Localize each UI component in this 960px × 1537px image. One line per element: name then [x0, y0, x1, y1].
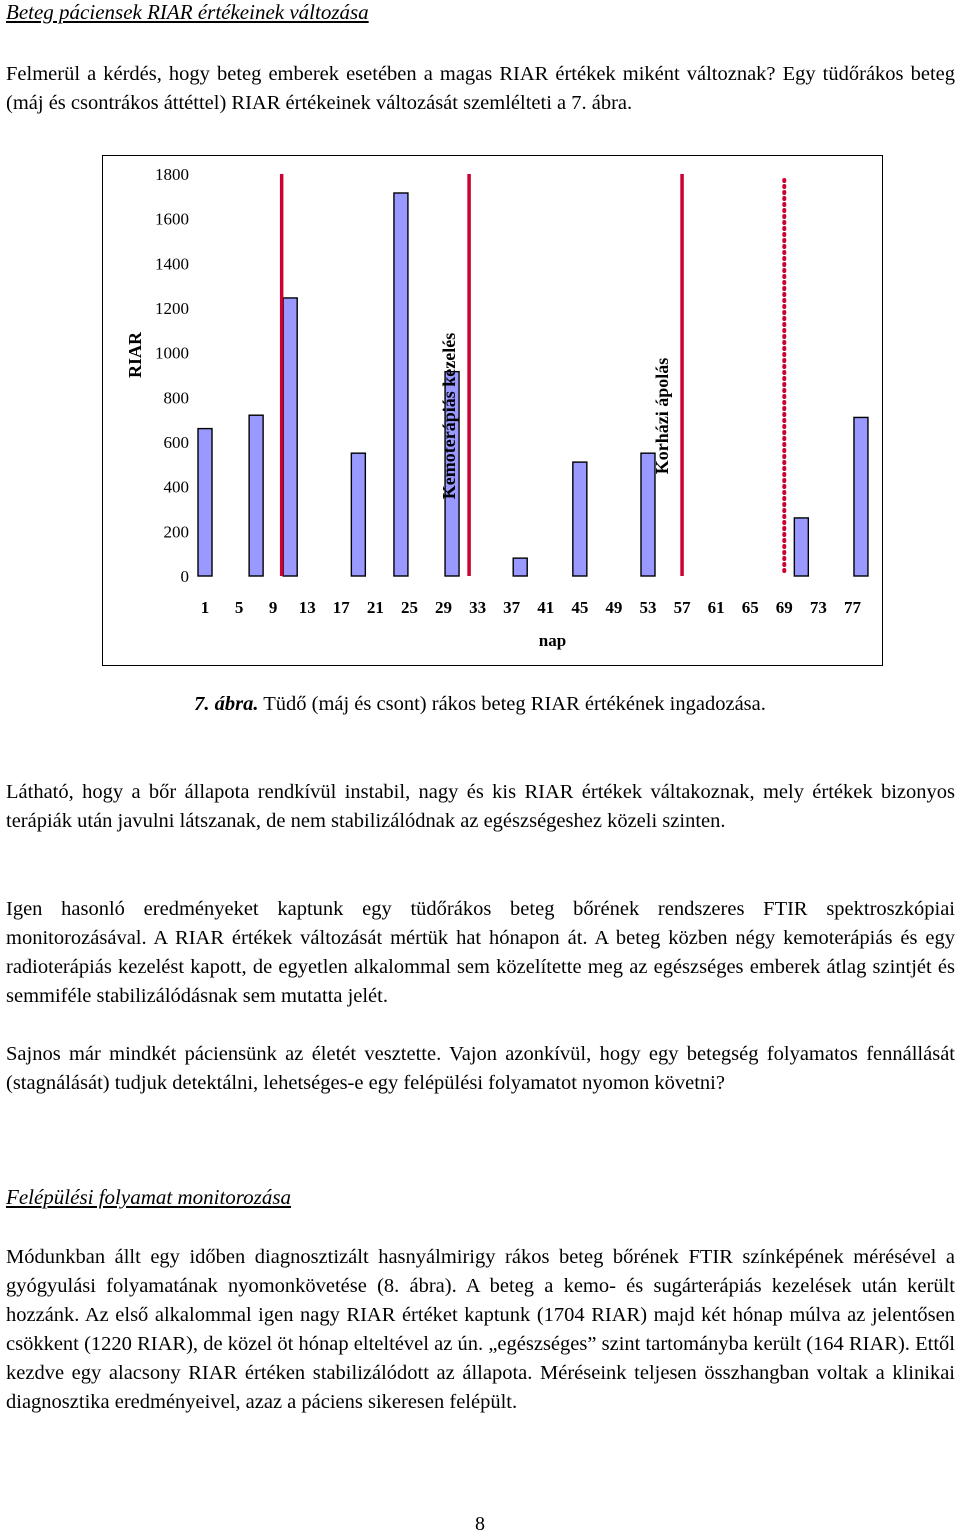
x-tick-label: 77	[843, 598, 861, 617]
intro-paragraph: Felmerül a kérdés, hogy beteg emberek esetében a magas RIAR értékek miként változnak? Egy tüdőrákos beteg (máj és csontrákos áttéttel) RIAR értékeinek változását szemlélteti a 7. ábra.	[6, 63, 955, 114]
x-tick-label: 45	[571, 598, 589, 617]
x-tick-label: 41	[537, 598, 555, 617]
x-tick-label: 13	[298, 598, 316, 617]
x-axis-label: nap	[538, 631, 567, 650]
x-tick-label: 37	[503, 598, 521, 617]
chart-bar	[351, 453, 365, 576]
x-tick-label: 73	[809, 598, 827, 617]
marker-label: Korházi ápolás	[652, 357, 673, 475]
x-tick-label: 53	[639, 598, 657, 617]
chart-bar	[513, 558, 527, 576]
figure-caption-text: Tüdő (máj és csont) rákos beteg RIAR értékének ingadozása.	[258, 693, 766, 715]
chart-bar	[283, 298, 297, 576]
x-tick-label: 49	[605, 598, 623, 617]
x-tick-label: 65	[741, 598, 759, 617]
y-tick-label: 600	[163, 433, 189, 452]
section-heading-riar-change: Beteg páciensek RIAR értékeinek változása	[6, 0, 369, 24]
x-tick-label: 69	[775, 598, 793, 617]
x-tick-label: 9	[268, 598, 278, 617]
y-tick-label: 200	[163, 522, 189, 542]
section-heading-recovery: Felépülési folyamat monitorozása	[6, 1185, 292, 1209]
y-tick-label: 0	[180, 567, 189, 586]
x-tick-label: 33	[469, 598, 487, 617]
chart-bar	[394, 193, 408, 576]
x-tick-label: 61	[707, 598, 725, 617]
x-tick-label: 25	[400, 598, 418, 617]
y-tick-label: 400	[163, 477, 189, 497]
y-tick-label: 1400	[155, 254, 189, 274]
marker-label: Kemoterápiás kezelés	[439, 332, 460, 500]
chart-bar	[249, 415, 263, 576]
y-axis-label: RIAR	[125, 331, 145, 379]
y-tick-label: 1000	[155, 343, 189, 363]
x-tick-label: 17	[332, 598, 350, 617]
x-tick-label: 57	[673, 598, 691, 617]
chart-bar	[794, 518, 808, 576]
chart-bar	[854, 417, 868, 576]
figure-caption-label: 7. ábra.	[194, 693, 259, 715]
figure-caption	[0, 693, 960, 716]
y-tick-label: 1800	[155, 165, 189, 184]
y-tick-label: 800	[163, 388, 189, 408]
chart-bar	[198, 429, 212, 576]
body-paragraph-1: Látható, hogy a bőr állapota rendkívül instabil, nagy és kis RIAR értékek váltakoznak, mely értékek bizonyos terápiák után javulni látszanak, de nem stabilizálódnak az egészségeshez közeli szinten.	[6, 781, 955, 832]
body-paragraph-3: Sajnos már mindkét páciensünk az életét vesztette. Vajon azonkívül, hogy egy betegség folyamatos fennállását (stagnálását) tudjuk detektálni, lehetséges-e egy felépülési folyamatot nyomon követni?	[6, 1043, 955, 1094]
x-tick-label: 29	[435, 598, 453, 617]
chart-bar	[573, 462, 587, 576]
y-tick-label: 1600	[155, 209, 189, 229]
x-tick-label: 21	[366, 598, 384, 617]
page-number: 8	[475, 1513, 485, 1535]
x-tick-label: 1	[200, 598, 210, 617]
x-tick-label: 5	[234, 598, 244, 617]
recovery-paragraph: Módunkban állt egy időben diagnosztizált hasnyálmirigy rákos beteg bőrének FTIR színképének mérésével a gyógyulási folyamatának nyomonkövetése (8. ábra). A beteg a kemo- és sugárterápiás kezelések után került hozzánk. Az első alkalommal igen nagy RIAR értéket kaptunk (1704 RIAR) majd két hónap múlva az jelentősen csökkent (1220 RIAR), de közel öt hónap elteltével az ún. „egészséges” szint tartományba került (164 RIAR). Ettől kezdve egy alacsony RIAR értéken stabilizálódott az állapota. Méréseink teljesen összhangban voltak a klinikai diagnosztika eredményeivel, azaz a páciens sikeresen felépült.	[6, 1246, 955, 1413]
body-paragraph-2: Igen hasonló eredményeket kaptunk egy tüdőrákos beteg bőrének rendszeres FTIR spektroszkópiai monitorozásával. A RIAR értékek változását mértük hat hónapon át. A beteg közben négy kemoterápiás és egy radioterápiás kezelést kapott, de egyetlen alkalommal sem közelítette meg az egészséges emberek átlag szintjét és semmiféle stabilizálódásnak sem mutatta jelét.	[6, 898, 955, 1007]
riar-chart	[102, 155, 883, 666]
riar-chart-svg	[103, 156, 884, 667]
y-tick-label: 1200	[155, 299, 189, 318]
